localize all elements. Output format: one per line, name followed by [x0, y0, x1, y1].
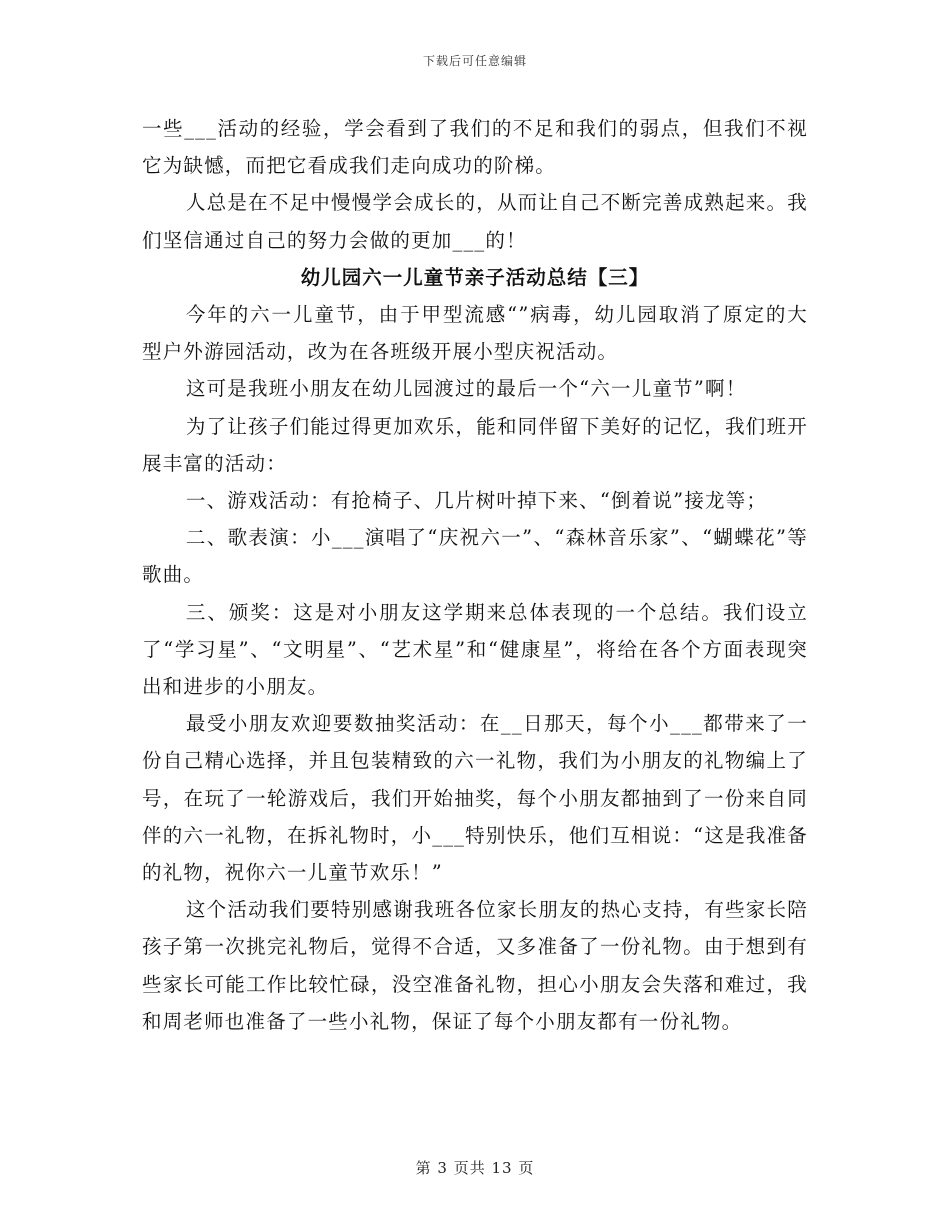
document-body: [142, 110, 808, 1040]
paragraph-4: 这可是我班小朋友在幼儿园渡过的最后一个“六一儿童节”啊！: [185, 377, 747, 401]
paragraph-1: 一些___活动的经验，学会看到了我们的不足和我们的弱点，但我们不视它为缺憾，而把它看成我们走向成功的阶梯。: [142, 117, 808, 178]
paragraph-8: 三、颁奖：这是对小朋友这学期来总体表现的一个总结。我们设立了“学习星”、“文明星”、“艺术星”和“健康星”，将给在各个方面表现突出和进步的小朋友。: [142, 600, 808, 699]
section-title: 幼儿园六一儿童节亲子活动总结【三】: [300, 265, 650, 289]
paragraph-6: 一、游戏活动：有抢椅子、几片树叶掉下来、“倒着说”接龙等；: [185, 489, 768, 513]
page-header: 下载后可任意编辑: [422, 54, 527, 68]
paragraph-3: 今年的六一儿童节，由于甲型流感“”病毒，幼儿园取消了原定的大型户外游园活动，改为在各班级开展小型庆祝活动。: [142, 303, 808, 364]
paragraph-9: 最受小朋友欢迎要数抽奖活动：在__日那天，每个小___都带来了一份自己精心选择，并且包装精致的六一礼物，我们为小朋友的礼物编上了号，在玩了一轮游戏后，我们开始抽奖，每个小朋友都抽到了一份来自同伴的六一礼物，在拆礼物时，小___特别快乐，他们互相说：“这是我准备的礼物，祝你六一儿童节欢乐！”: [142, 712, 808, 885]
page-footer: 第 3 页共 13 页: [415, 1159, 535, 1177]
paragraph-5: 为了让孩子们能过得更加欢乐，能和同伴留下美好的记忆，我们班开展丰富的活动：: [142, 414, 808, 475]
paragraph-10: 这个活动我们要特别感谢我班各位家长朋友的热心支持，有些家长陪孩子第一次挑完礼物后，觉得不合适，又多准备了一份礼物。由于想到有些家长可能工作比较忙碌，没空准备礼物，担心小朋友会失落和难过，我和周老师也准备了一些小礼物，保证了每个小朋友都有一份礼物。: [142, 898, 808, 1033]
paragraph-2: 人总是在不足中慢慢学会成长的，从而让自己不断完善成熟起来。我们坚信通过自己的努力会做的更加___的！: [142, 191, 808, 252]
paragraph-7: 二、歌表演：小___演唱了“庆祝六一”、“森林音乐家”、“蝴蝶花”等歌曲。: [142, 526, 808, 587]
